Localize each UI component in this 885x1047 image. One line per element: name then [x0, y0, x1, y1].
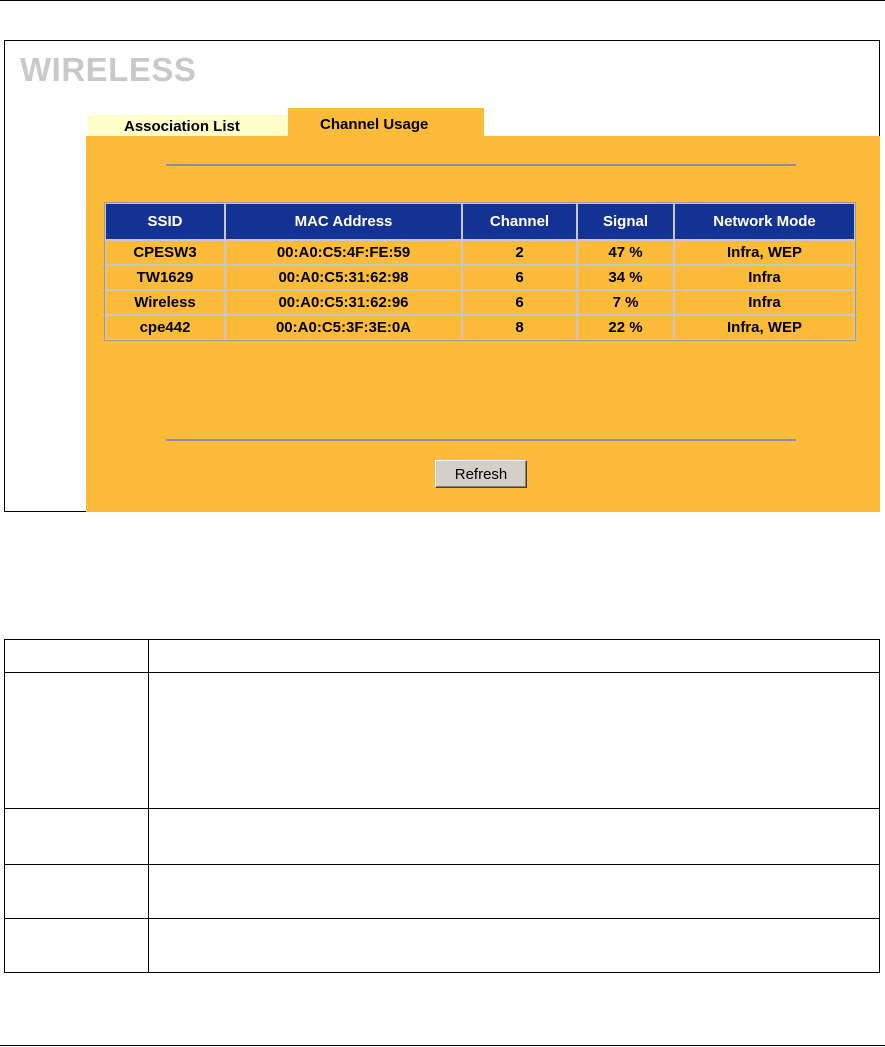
- page-bottom-rule: [0, 1045, 885, 1046]
- cell-mac-address: 00:A0:C5:4F:FE:59: [225, 240, 462, 265]
- cell-signal: 7 %: [577, 290, 674, 315]
- cell-ssid: Wireless: [105, 290, 225, 315]
- description-table: [4, 639, 880, 973]
- cell-network-mode: Infra: [674, 290, 855, 315]
- screenshot-frame: [4, 40, 880, 512]
- tab-channel-usage[interactable]: [288, 108, 484, 137]
- table-row: [105, 290, 855, 315]
- channel-usage-table: [104, 202, 856, 341]
- cell-channel: 6: [462, 265, 577, 290]
- cell-signal: 22 %: [577, 315, 674, 340]
- cell-signal: 47 %: [577, 240, 674, 265]
- cell-network-mode: Infra, WEP: [674, 315, 855, 340]
- cell-ssid: cpe442: [105, 315, 225, 340]
- cell-channel: 6: [462, 290, 577, 315]
- cell-mac-address: 00:A0:C5:31:62:98: [225, 265, 462, 290]
- page-title: WIRELESS: [20, 51, 197, 88]
- table-row: [105, 315, 855, 340]
- column-header-mac-address: MAC Address: [225, 203, 462, 240]
- tab-label: Association List: [124, 118, 240, 135]
- description-table-divider: [148, 640, 149, 972]
- column-header-network-mode: Network Mode: [674, 203, 855, 240]
- cell-network-mode: Infra: [674, 265, 855, 290]
- bottom-separator: [166, 439, 796, 441]
- description-table-rule: [5, 864, 879, 865]
- channel-usage-panel: [86, 136, 880, 512]
- description-table-rule: [5, 672, 879, 673]
- cell-channel: 8: [462, 315, 577, 340]
- table-row: [105, 265, 855, 290]
- cell-network-mode: Infra, WEP: [674, 240, 855, 265]
- description-table-rule: [5, 808, 879, 809]
- column-header-ssid: SSID: [105, 203, 225, 240]
- cell-ssid: TW1629: [105, 265, 225, 290]
- column-header-channel: Channel: [462, 203, 577, 240]
- page-top-rule: [0, 0, 885, 1]
- table-row: [105, 240, 855, 265]
- tab-label: Channel Usage: [320, 116, 429, 133]
- cell-signal: 34 %: [577, 265, 674, 290]
- cell-mac-address: 00:A0:C5:3F:3E:0A: [225, 315, 462, 340]
- refresh-button[interactable]: Refresh: [435, 460, 527, 488]
- table-header-row: [105, 203, 855, 240]
- description-table-rule: [5, 918, 879, 919]
- top-separator: [166, 164, 796, 166]
- tab-association-list[interactable]: [88, 114, 288, 137]
- cell-mac-address: 00:A0:C5:31:62:96: [225, 290, 462, 315]
- column-header-signal: Signal: [577, 203, 674, 240]
- cell-ssid: CPESW3: [105, 240, 225, 265]
- cell-channel: 2: [462, 240, 577, 265]
